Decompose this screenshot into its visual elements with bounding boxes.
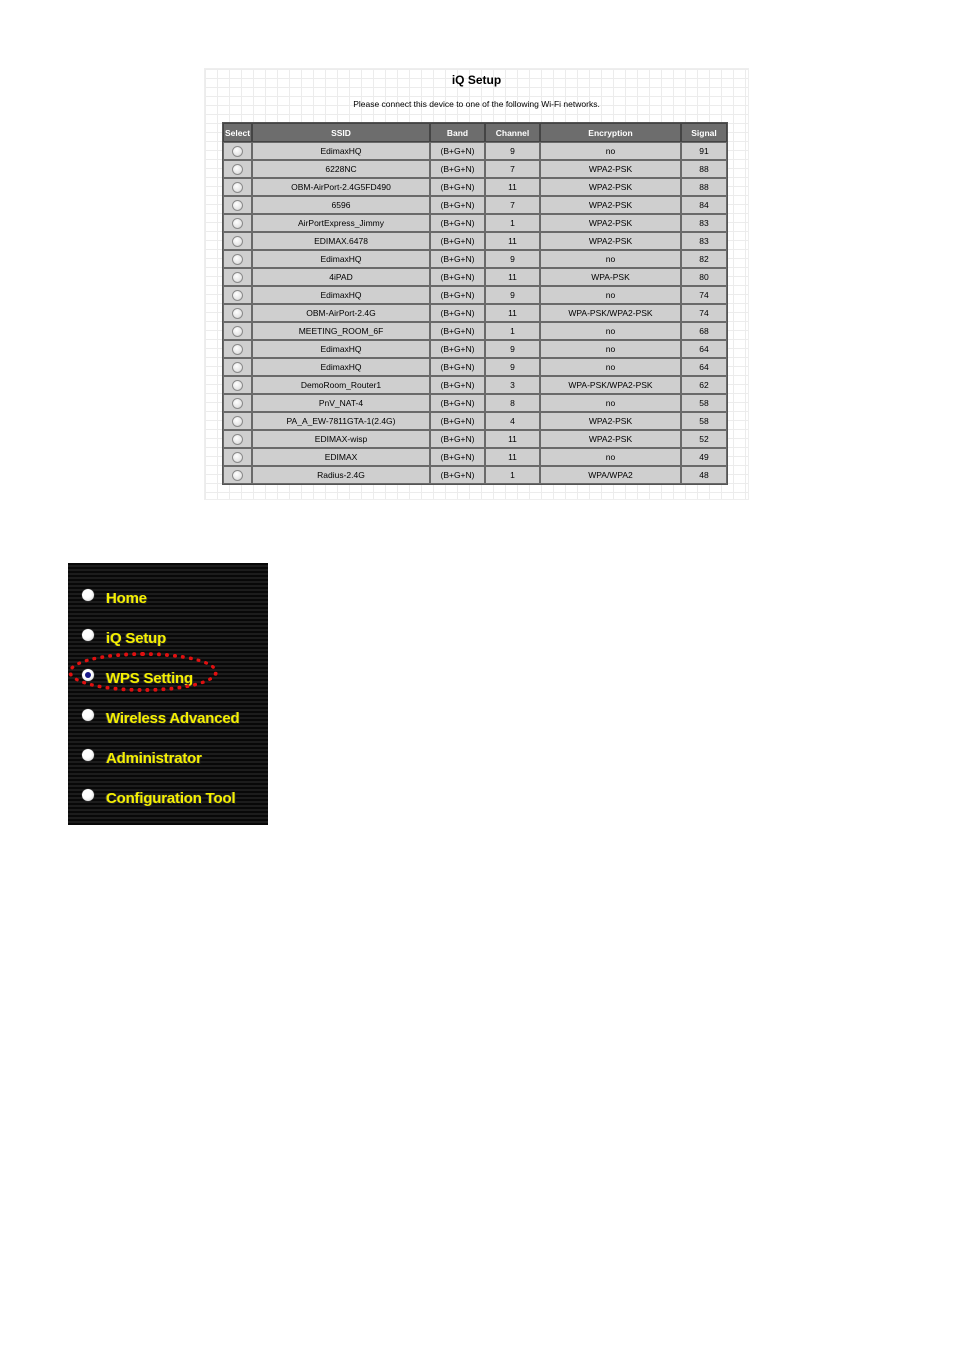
menu-item-label: iQ Setup [106, 629, 167, 647]
encryption-cell: WPA/WPA2 [540, 466, 681, 484]
signal-cell: 58 [681, 394, 727, 412]
menu-item-label: Home [106, 589, 147, 607]
table-row [223, 448, 727, 466]
band-cell: (B+G+N) [430, 412, 485, 430]
channel-cell: 11 [485, 268, 540, 286]
encryption-cell: WPA2-PSK [540, 214, 681, 232]
select-cell [223, 430, 252, 448]
band-cell: (B+G+N) [430, 304, 485, 322]
select-radio[interactable] [232, 254, 243, 265]
ssid-cell: PnV_NAT-4 [252, 394, 430, 412]
ssid-cell: EDIMAX-wisp [252, 430, 430, 448]
select-cell [223, 304, 252, 322]
ssid-cell: OBM-AirPort-2.4G [252, 304, 430, 322]
ssid-cell: EdimaxHQ [252, 250, 430, 268]
radio-icon [82, 629, 94, 641]
table-row [223, 412, 727, 430]
channel-cell: 11 [485, 448, 540, 466]
band-cell: (B+G+N) [430, 340, 485, 358]
column-header-select: Select [223, 123, 252, 142]
ssid-cell: MEETING_ROOM_6F [252, 322, 430, 340]
signal-cell: 80 [681, 268, 727, 286]
channel-cell: 8 [485, 394, 540, 412]
column-header-band: Band [430, 123, 485, 142]
select-radio[interactable] [232, 200, 243, 211]
select-cell [223, 214, 252, 232]
select-cell [223, 394, 252, 412]
select-radio[interactable] [232, 470, 243, 481]
band-cell: (B+G+N) [430, 286, 485, 304]
signal-cell: 58 [681, 412, 727, 430]
radio-icon [82, 589, 94, 601]
encryption-cell: no [540, 448, 681, 466]
signal-cell: 49 [681, 448, 727, 466]
menu-item-wps-setting[interactable] [82, 663, 193, 687]
select-cell [223, 448, 252, 466]
encryption-cell: no [540, 286, 681, 304]
select-radio[interactable] [232, 272, 243, 283]
band-cell: (B+G+N) [430, 268, 485, 286]
radio-icon [82, 749, 94, 761]
table-row [223, 430, 727, 448]
signal-cell: 84 [681, 196, 727, 214]
menu-item-label: Configuration Tool [106, 789, 236, 807]
ssid-cell: AirPortExpress_Jimmy [252, 214, 430, 232]
band-cell: (B+G+N) [430, 196, 485, 214]
encryption-cell: WPA-PSK/WPA2-PSK [540, 304, 681, 322]
band-cell: (B+G+N) [430, 250, 485, 268]
table-row [223, 322, 727, 340]
encryption-cell: WPA2-PSK [540, 196, 681, 214]
band-cell: (B+G+N) [430, 358, 485, 376]
encryption-cell: WPA2-PSK [540, 178, 681, 196]
page-title: iQ Setup [451, 73, 502, 87]
signal-cell: 64 [681, 340, 727, 358]
channel-cell: 1 [485, 466, 540, 484]
table-row [223, 286, 727, 304]
signal-cell: 64 [681, 358, 727, 376]
signal-cell: 82 [681, 250, 727, 268]
menu-item-label: Wireless Advanced [106, 709, 240, 727]
select-cell [223, 142, 252, 160]
table-row [223, 304, 727, 322]
ssid-cell: 6228NC [252, 160, 430, 178]
encryption-cell: no [540, 322, 681, 340]
ssid-cell: EdimaxHQ [252, 340, 430, 358]
select-cell [223, 358, 252, 376]
encryption-cell: no [540, 394, 681, 412]
select-radio[interactable] [232, 434, 243, 445]
channel-cell: 11 [485, 232, 540, 250]
select-radio[interactable] [232, 236, 243, 247]
band-cell: (B+G+N) [430, 178, 485, 196]
select-cell [223, 160, 252, 178]
select-cell [223, 286, 252, 304]
select-radio[interactable] [232, 416, 243, 427]
band-cell: (B+G+N) [430, 448, 485, 466]
select-cell [223, 340, 252, 358]
column-header-ssid: SSID [252, 123, 430, 142]
channel-cell: 11 [485, 178, 540, 196]
table-row [223, 214, 727, 232]
column-header-channel: Channel [485, 123, 540, 142]
menu-item-iq-setup[interactable] [82, 623, 166, 647]
encryption-cell: WPA-PSK [540, 268, 681, 286]
column-header-signal: Signal [681, 123, 727, 142]
channel-cell: 9 [485, 340, 540, 358]
band-cell: (B+G+N) [430, 376, 485, 394]
menu-item-label: Administrator [106, 749, 202, 767]
band-cell: (B+G+N) [430, 214, 485, 232]
table-row [223, 196, 727, 214]
table-row [223, 232, 727, 250]
band-cell: (B+G+N) [430, 430, 485, 448]
ssid-cell: PA_A_EW-7811GTA-1(2.4G) [252, 412, 430, 430]
channel-cell: 11 [485, 304, 540, 322]
channel-cell: 9 [485, 286, 540, 304]
ssid-cell: OBM-AirPort-2.4G5FD490 [252, 178, 430, 196]
iq-setup-panel [204, 68, 749, 500]
encryption-cell: no [540, 358, 681, 376]
table-row [223, 268, 727, 286]
signal-cell: 68 [681, 322, 727, 340]
encryption-cell: no [540, 142, 681, 160]
channel-cell: 9 [485, 250, 540, 268]
encryption-cell: WPA-PSK/WPA2-PSK [540, 376, 681, 394]
table-row [223, 160, 727, 178]
select-radio[interactable] [232, 398, 243, 409]
select-radio[interactable] [232, 290, 243, 301]
ssid-cell: Radius-2.4G [252, 466, 430, 484]
channel-cell: 7 [485, 160, 540, 178]
menu-item-home[interactable] [82, 583, 147, 607]
channel-cell: 7 [485, 196, 540, 214]
select-radio[interactable] [232, 380, 243, 391]
signal-cell: 91 [681, 142, 727, 160]
table-row [223, 394, 727, 412]
encryption-cell: WPA2-PSK [540, 160, 681, 178]
ssid-cell: EdimaxHQ [252, 358, 430, 376]
signal-cell: 74 [681, 286, 727, 304]
band-cell: (B+G+N) [430, 466, 485, 484]
ssid-cell: 4iPAD [252, 268, 430, 286]
ssid-cell: 6596 [252, 196, 430, 214]
channel-cell: 3 [485, 376, 540, 394]
band-cell: (B+G+N) [430, 232, 485, 250]
menu-item-label: WPS Setting [106, 669, 193, 687]
ssid-cell: EdimaxHQ [252, 142, 430, 160]
encryption-cell: WPA2-PSK [540, 232, 681, 250]
menu-item-wireless-advanced[interactable] [82, 703, 239, 727]
select-radio[interactable] [232, 182, 243, 193]
table-row [223, 250, 727, 268]
signal-cell: 74 [681, 304, 727, 322]
table-row [223, 142, 727, 160]
band-cell: (B+G+N) [430, 160, 485, 178]
encryption-cell: WPA2-PSK [540, 412, 681, 430]
select-cell [223, 196, 252, 214]
menu-item-administrator[interactable] [82, 743, 202, 767]
channel-cell: 11 [485, 430, 540, 448]
encryption-cell: WPA2-PSK [540, 430, 681, 448]
table-row [223, 340, 727, 358]
select-cell [223, 376, 252, 394]
wifi-network-table [222, 122, 728, 485]
channel-cell: 9 [485, 358, 540, 376]
select-cell [223, 178, 252, 196]
signal-cell: 52 [681, 430, 727, 448]
band-cell: (B+G+N) [430, 394, 485, 412]
table-row [223, 376, 727, 394]
side-menu [68, 563, 268, 825]
radio-icon [82, 709, 94, 721]
signal-cell: 88 [681, 178, 727, 196]
signal-cell: 83 [681, 214, 727, 232]
ssid-cell: EDIMAX.6478 [252, 232, 430, 250]
table-row [223, 358, 727, 376]
column-header-encryption: Encryption [540, 123, 681, 142]
signal-cell: 62 [681, 376, 727, 394]
radio-selected-icon [82, 669, 94, 681]
setup-instructions: Please connect this device to one of the following Wi-Fi networks. [353, 99, 600, 109]
signal-cell: 48 [681, 466, 727, 484]
select-cell [223, 466, 252, 484]
select-cell [223, 268, 252, 286]
select-cell [223, 232, 252, 250]
signal-cell: 88 [681, 160, 727, 178]
radio-icon [82, 789, 94, 801]
select-cell [223, 322, 252, 340]
encryption-cell: no [540, 250, 681, 268]
channel-cell: 1 [485, 322, 540, 340]
channel-cell: 1 [485, 214, 540, 232]
ssid-cell: EdimaxHQ [252, 286, 430, 304]
table-row [223, 178, 727, 196]
select-radio[interactable] [232, 218, 243, 229]
select-cell [223, 250, 252, 268]
band-cell: (B+G+N) [430, 142, 485, 160]
select-radio[interactable] [232, 164, 243, 175]
select-cell [223, 412, 252, 430]
encryption-cell: no [540, 340, 681, 358]
ssid-cell: DemoRoom_Router1 [252, 376, 430, 394]
menu-item-configuration-tool[interactable] [82, 783, 235, 807]
select-radio[interactable] [232, 452, 243, 463]
table-header-row [223, 123, 727, 142]
select-radio[interactable] [232, 146, 243, 157]
select-radio[interactable] [232, 326, 243, 337]
channel-cell: 9 [485, 142, 540, 160]
select-radio[interactable] [232, 344, 243, 355]
select-radio[interactable] [232, 308, 243, 319]
ssid-cell: EDIMAX [252, 448, 430, 466]
channel-cell: 4 [485, 412, 540, 430]
select-radio[interactable] [232, 362, 243, 373]
signal-cell: 83 [681, 232, 727, 250]
table-row [223, 466, 727, 484]
band-cell: (B+G+N) [430, 322, 485, 340]
